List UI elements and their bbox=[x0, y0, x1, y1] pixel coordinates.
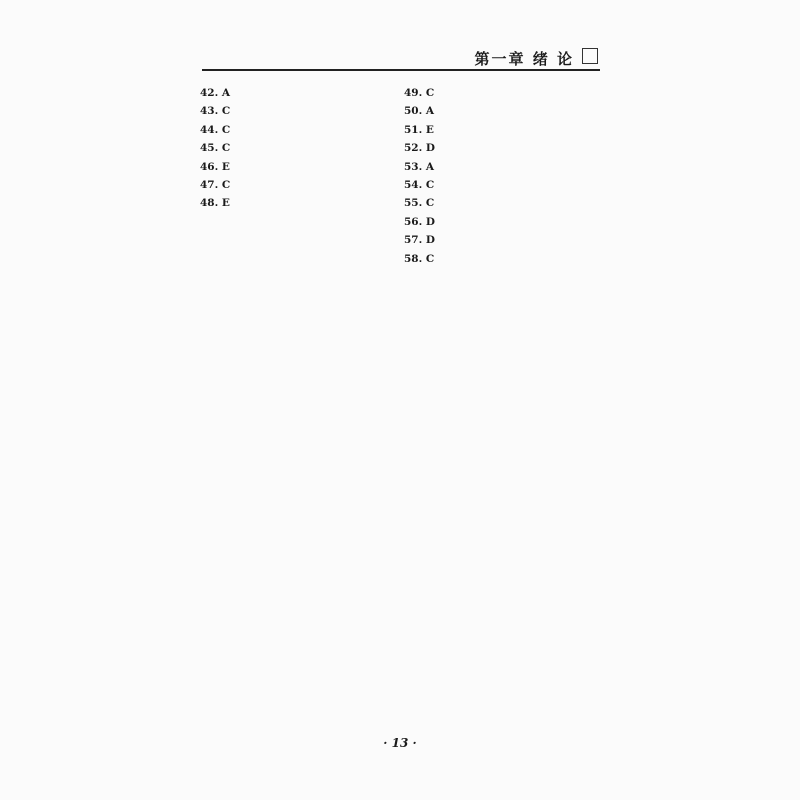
answer-item bbox=[404, 194, 599, 212]
answer-item bbox=[404, 213, 599, 231]
answer-number: 54. C bbox=[404, 179, 435, 192]
page-number: · 13 · bbox=[383, 736, 417, 750]
answer-item bbox=[404, 139, 599, 157]
running-header bbox=[202, 45, 600, 71]
answer-number: 48. E bbox=[200, 197, 230, 210]
answer-number: 42. A bbox=[200, 87, 231, 99]
answer-number: 46. E bbox=[200, 160, 230, 173]
answer-number: 43. C bbox=[200, 105, 231, 118]
answer-number: 44. C bbox=[200, 123, 231, 136]
answer-item bbox=[200, 194, 395, 212]
answer-item bbox=[200, 158, 395, 176]
answer-item bbox=[404, 102, 599, 120]
answer-item bbox=[404, 84, 599, 102]
answer-item bbox=[404, 250, 599, 268]
right-column bbox=[404, 84, 599, 718]
left-column bbox=[200, 84, 395, 718]
answer-number: 55. C bbox=[404, 197, 435, 210]
answer-item bbox=[404, 231, 599, 249]
answer-item bbox=[404, 121, 599, 139]
answer-item bbox=[200, 176, 395, 194]
chapter-title: 第一章 绪 论 bbox=[474, 50, 574, 68]
answer-number: 52. D bbox=[404, 142, 436, 155]
answer-number: 49. C bbox=[404, 87, 435, 99]
answer-item bbox=[404, 158, 599, 176]
header-box-icon bbox=[582, 48, 598, 64]
answer-number: 56. D bbox=[404, 215, 436, 228]
answer-item bbox=[200, 102, 395, 120]
answer-number: 50. A bbox=[404, 105, 435, 118]
answer-number: 51. E bbox=[404, 123, 434, 136]
answer-number: 57. D bbox=[404, 234, 436, 247]
answer-item bbox=[200, 121, 395, 139]
answer-item bbox=[404, 176, 599, 194]
answer-number: 45. C bbox=[200, 142, 231, 155]
answer-item bbox=[200, 139, 395, 157]
answer-number: 53. A bbox=[404, 160, 435, 173]
answer-item bbox=[200, 84, 395, 102]
answer-number: 47. C bbox=[200, 179, 231, 192]
answer-number: 58. C bbox=[404, 252, 435, 265]
